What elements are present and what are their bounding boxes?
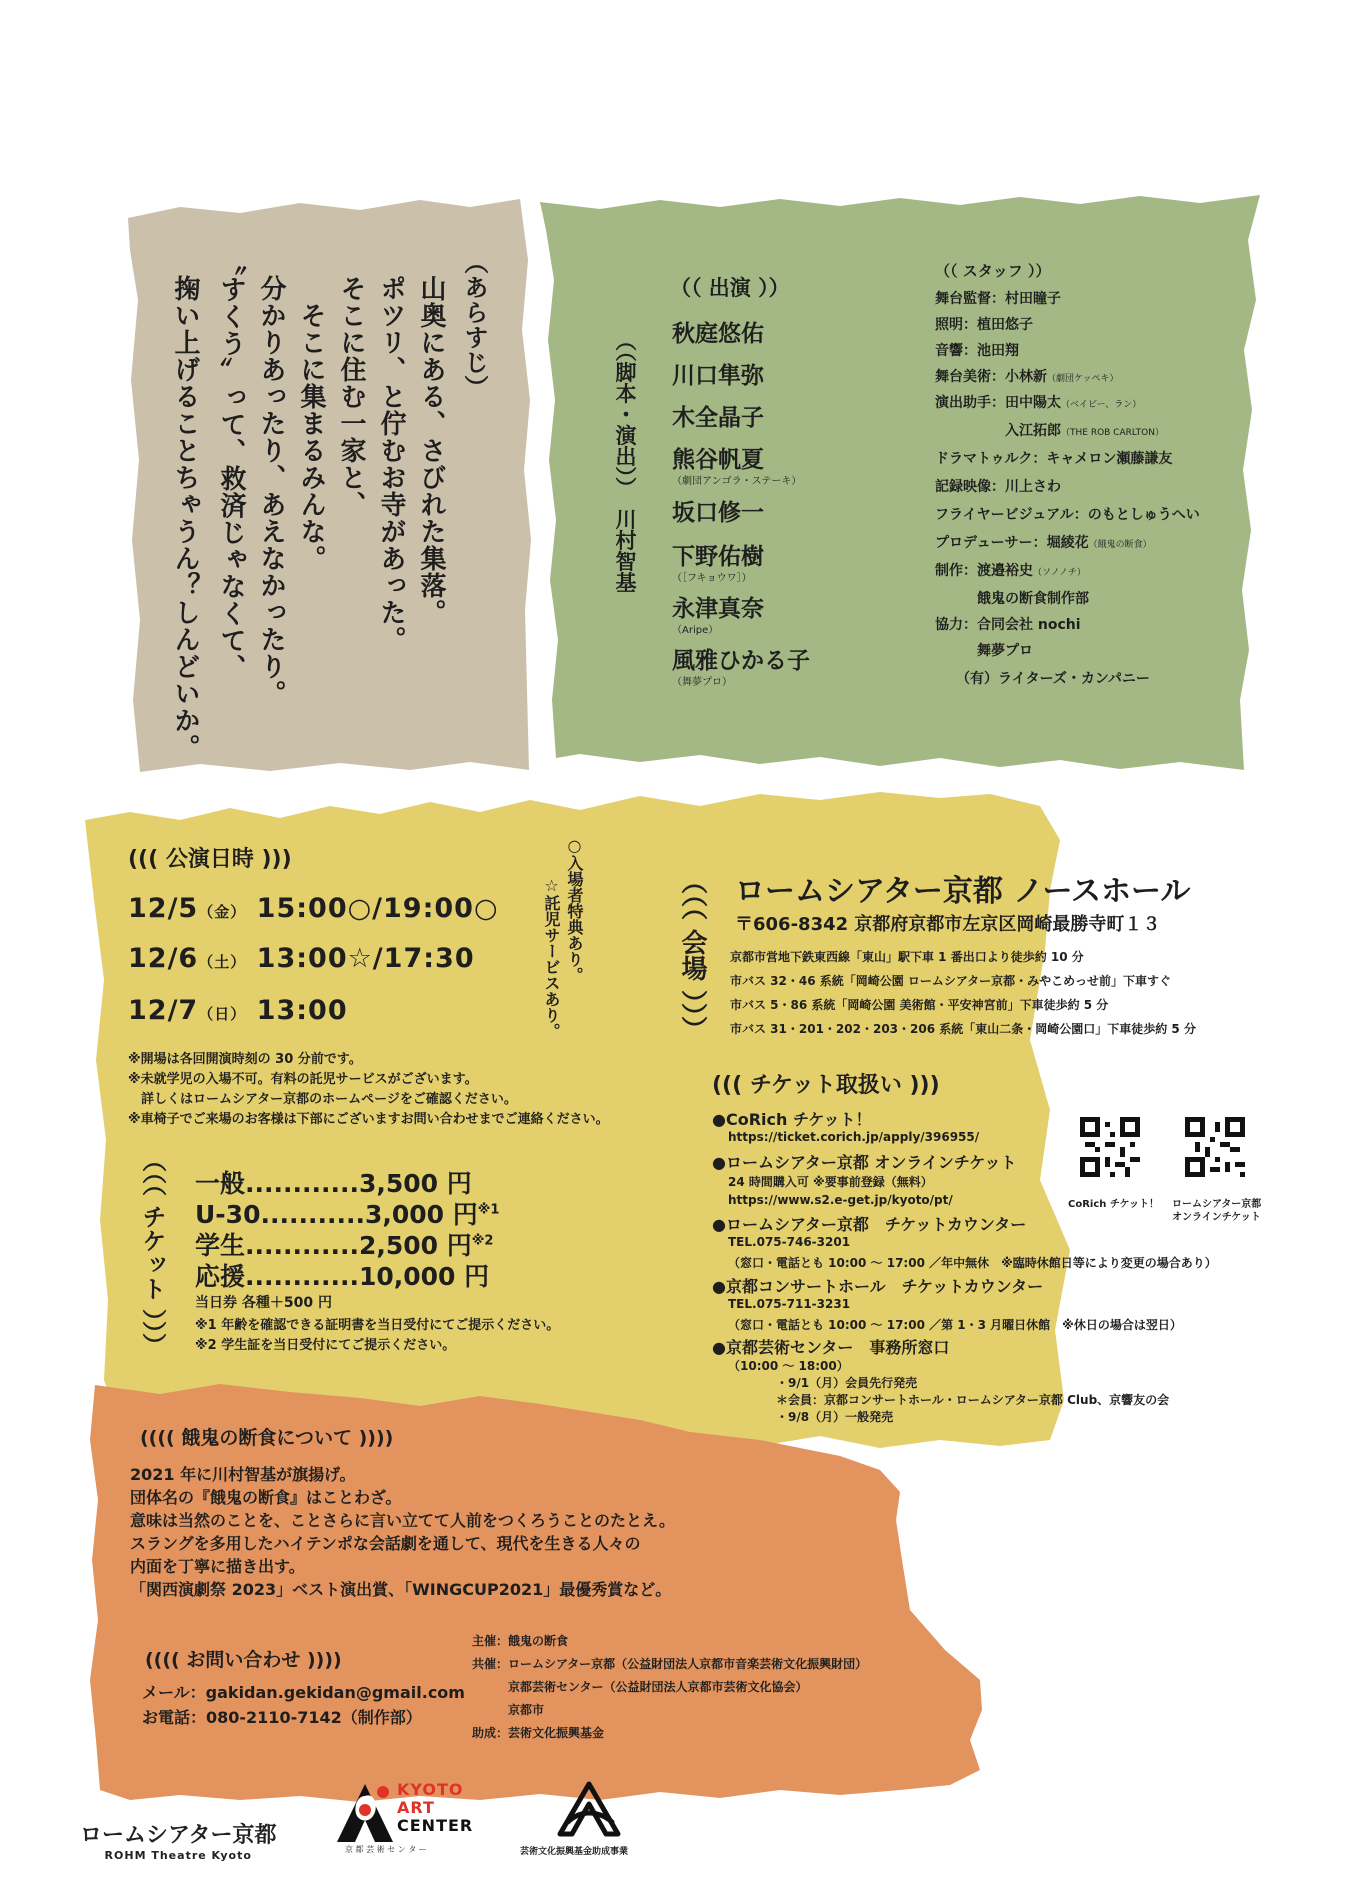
venue-name: ロームシアター京都 ノースホール [735, 874, 1191, 909]
synopsis-line-7: 掬い上げることちゃうん？しんどいか。 [170, 275, 200, 761]
staff-line: 舞台監督：村田瞳子 [935, 291, 1061, 307]
rohm-theatre-logo [80, 1818, 276, 1862]
writer-director: （（脚本・演出）） 川村智基 [613, 330, 637, 593]
outlet: ●ロームシアター京都 チケットカウンター [712, 1215, 1027, 1234]
synopsis-line-4: そこに集まるみんな。 [296, 275, 326, 572]
about-line: 「関西演劇祭 2023」ベスト演出賞、「WINGCUP2021」最優秀賞など。 [130, 1580, 672, 1599]
staff-line: 協力：合同会社 nochi [935, 617, 1081, 633]
outlet-url[interactable]: https://ticket.corich.jp/apply/396955/ [728, 1130, 980, 1144]
outlet-detail: （窓口・電話とも 10:00 ～ 17:00 ／第 1・3 月曜日休館 ※休日の場合は翌日） [728, 1318, 1182, 1332]
outlet: ●京都コンサートホール チケットカウンター [712, 1277, 1044, 1296]
price-row: 一般............3,500 円 [195, 1169, 472, 1198]
about-heading: (((( 餓鬼の断食について )))) [140, 1427, 394, 1449]
schedule-note: ※開場は各回開演時刻の 30 分前です。 [128, 1052, 362, 1067]
access-line: 市バス 31・201・202・203・206 系統「東山二条・岡崎公園口」下車徒歩約 5 分 [730, 1022, 1196, 1036]
performance-date: 12/7（日） 13:00 [128, 995, 348, 1026]
staff-line: 音響：池田翔 [935, 343, 1019, 359]
staff-line: 舞夢プロ [935, 643, 1033, 659]
schedule-heading: ((( 公演日時 ))) [128, 847, 292, 872]
corich-qr-code[interactable] [1080, 1117, 1140, 1177]
rohm-logo-en: ROHM Theatre Kyoto [104, 1849, 252, 1862]
schedule-note: ※未就学児の入場不可。有料の託児サービスがございます。 [128, 1072, 478, 1087]
rohm-online-qr-code[interactable] [1185, 1117, 1245, 1177]
cast-member: 永津真奈 [672, 596, 764, 622]
synopsis-line-1: 山奥にある、さびれた集落。 [416, 275, 446, 626]
access-line: 市バス 32・46 系統「岡崎公園 ロームシアター京都・みやこめっせ前」下車すぐ [730, 974, 1171, 988]
rohm-logo-jp: ロームシアター京都 [80, 1823, 277, 1848]
outlet-detail: （10:00 ～ 18:00） [728, 1359, 849, 1373]
credits-paper [540, 195, 1260, 770]
outlet: ●京都芸術センター 事務所窓口 [712, 1338, 950, 1357]
staff-line: （有）ライターズ・カンパニー [935, 671, 1150, 687]
cast-member: 坂口修一 [672, 500, 764, 526]
staff-line: 演出助手：田中陽太（ベイビー、ラン） [935, 395, 1142, 411]
entry-bonus-mark: ○入場者特典あり。 [565, 836, 584, 983]
outlet-phone: TEL.075-711-3231 [728, 1297, 851, 1311]
price-row: U-30...........3,000 円$^{※1}$ [195, 1200, 500, 1229]
outlet-detail: ・9/8（月）一般発売 [728, 1410, 894, 1424]
performance-date: 12/5（金） 15:00○/19:00○ [128, 893, 499, 924]
staff-line: プロデューサー：堀綾花（餓鬼の断食） [935, 535, 1152, 551]
contact-email[interactable]: メール：gakidan.gekidan@gmail.com [142, 1683, 465, 1702]
access-line: 市バス 5・86 系統「岡崎公園 美術館・平安神宮前」下車徒歩約 5 分 [730, 998, 1109, 1012]
cast-member: 秋庭悠佑 [672, 321, 764, 347]
staff-line: 制作：渡邉裕史（ソノノチ） [935, 563, 1086, 579]
qr-caption: オンラインチケット [1172, 1212, 1261, 1223]
about-line: 意味は当然のことを、ことさらに言い立てて人前をつくろうことのたとえ。 [130, 1511, 675, 1530]
about-line: 団体名の『餓鬼の断食』はことわざ。 [130, 1488, 402, 1507]
cast-member: 熊谷帆夏 [672, 447, 764, 473]
staff-line: 入江拓郎（THE ROB CARLTON） [935, 423, 1164, 439]
arts-fund-caption: 芸術文化振興基金助成事業 [520, 1847, 629, 1857]
synopsis-line-5: 分かりあったり、あえなかったり。 [256, 275, 286, 707]
kac-word-2: ART [397, 1798, 435, 1817]
organizer-line: 京都市 [472, 1703, 545, 1717]
outlet-detail: （窓口・電話とも 10:00 ～ 17:00 ／年中無休 ※臨時休館日等により変更の場合あり） [728, 1256, 1217, 1270]
outlets-heading: ((( チケット取扱い ))) [712, 1073, 940, 1098]
synopsis-heading: （あらすじ） [460, 250, 488, 400]
kyoto-art-center-logo [335, 1778, 485, 1858]
cast-member: 木全晶子 [672, 405, 764, 431]
contact-phone[interactable]: お電話：080-2110-7142（制作部） [142, 1708, 422, 1727]
price-row: 応援............10,000 円 [195, 1262, 490, 1291]
kac-logo-jp: 京 都 芸 術 セ ン タ ー [345, 1845, 427, 1854]
schedule-note: ※車椅子でご来場のお客様は下部にございますお問い合わせまでご連絡ください。 [128, 1112, 609, 1127]
ticket-footnote: ※2 学生証を当日受付にてご提示ください。 [195, 1338, 456, 1353]
outlet-detail: ・9/1（月）会員先行発売 [728, 1376, 918, 1390]
outlet: ●CoRich チケット！ [712, 1110, 872, 1129]
performance-date: 12/6（土） 13:00☆/17:30 [128, 943, 475, 974]
synopsis-line-2: ポツリ、と佇むお寺があった。 [376, 275, 406, 653]
organizer-line: 主催：餓鬼の断食 [472, 1634, 569, 1648]
staff-line: 記録映像：川上さわ [935, 479, 1061, 495]
staff-line: 舞台美術：小林新（劇団ケッペキ） [935, 369, 1119, 385]
staff-line: ドラマトゥルク：キャメロン瀬藤謙友 [935, 451, 1173, 467]
about-line: 2021 年に川村智基が旗揚げ。 [130, 1465, 356, 1484]
qr-caption: CoRich チケット！ [1068, 1199, 1159, 1210]
venue-label: （（（ 会場 ））） [677, 868, 707, 1043]
schedule-note: 詳しくはロームシアター京都のホームページをご確認ください。 [128, 1092, 517, 1107]
about-line: 内面を丁寧に描き出す。 [130, 1557, 305, 1576]
contact-heading: (((( お問い合わせ )))) [145, 1649, 342, 1671]
staff-line: 餓鬼の断食制作部 [935, 591, 1089, 607]
outlet: ●ロームシアター京都 オンラインチケット [712, 1153, 1017, 1172]
ticket-footnote: ※1 年齢を確認できる証明書を当日受付にてご提示ください。 [195, 1318, 560, 1333]
qr-caption: ロームシアター京都 [1172, 1199, 1262, 1210]
staff-heading: （（ スタッフ ）） [935, 262, 1051, 280]
outlet-detail: ＊会員：京都コンサートホール・ロームシアター京都 Club、京響友の会 [728, 1393, 1170, 1407]
staff-line: 照明：植田悠子 [935, 317, 1033, 333]
price-row: 学生............2,500 円$^{※2}$ [195, 1231, 494, 1260]
access-line: 京都市営地下鉄東西線「東山」駅下車 1 番出口より徒歩約 10 分 [730, 950, 1084, 964]
cast-affiliation: （Aripe） [672, 625, 719, 636]
organizer-line: 助成：芸術文化振興基金 [472, 1726, 605, 1740]
kyoto-art-center-mark-icon [335, 1782, 395, 1844]
about-line: スラングを多用したハイテンポな会話劇を通して、現代を生きる人々の [130, 1534, 641, 1553]
synopsis-line-6: 〝すくう〟って、救済じゃなくて、 [216, 249, 246, 681]
staff-line: フライヤービジュアル：のもとしゅうへい [935, 507, 1200, 523]
childcare-mark: ☆託児サービスあり。 [542, 876, 561, 1039]
organizer-line: 共催：ロームシアター京都（公益財団法人京都市音楽芸術文化振興財団） [472, 1657, 868, 1671]
outlet-detail: 24 時間購入可 ※要事前登録（無料） [728, 1175, 933, 1189]
arts-fund-logo [520, 1780, 660, 1860]
cast-affiliation: （劇団アンゴラ・ステーキ） [672, 476, 802, 487]
outlet-phone: TEL.075-746-3201 [728, 1235, 851, 1249]
same-day-price: 当日券 各種＋500 円 [195, 1295, 332, 1311]
synopsis-line-3: そこに住む一家と、 [336, 275, 366, 518]
organizer-line: 京都芸術センター（公益財団法人京都市芸術文化協会） [472, 1680, 808, 1694]
cast-member: 下野佑樹 [672, 544, 764, 570]
venue-address: 〒606-8342 京都府京都市左京区岡崎最勝寺町１３ [735, 914, 1161, 935]
cast-member: 風雅ひかる子 [672, 648, 810, 674]
kac-word-1: KYOTO [397, 1780, 464, 1799]
cast-heading: （（ 出演 ）） [670, 276, 790, 300]
cast-affiliation: （［フキョウワ］） [672, 573, 752, 584]
ticket-label: （（（ チケット ））） [138, 1148, 166, 1357]
arts-fund-mark-icon [554, 1780, 624, 1840]
cast-affiliation: （舞夢プロ） [672, 677, 732, 688]
outlet-url[interactable]: https://www.s2.e-get.jp/kyoto/pt/ [728, 1193, 953, 1207]
cast-member: 川口隼弥 [672, 363, 764, 389]
kac-word-3: CENTER [397, 1816, 474, 1835]
